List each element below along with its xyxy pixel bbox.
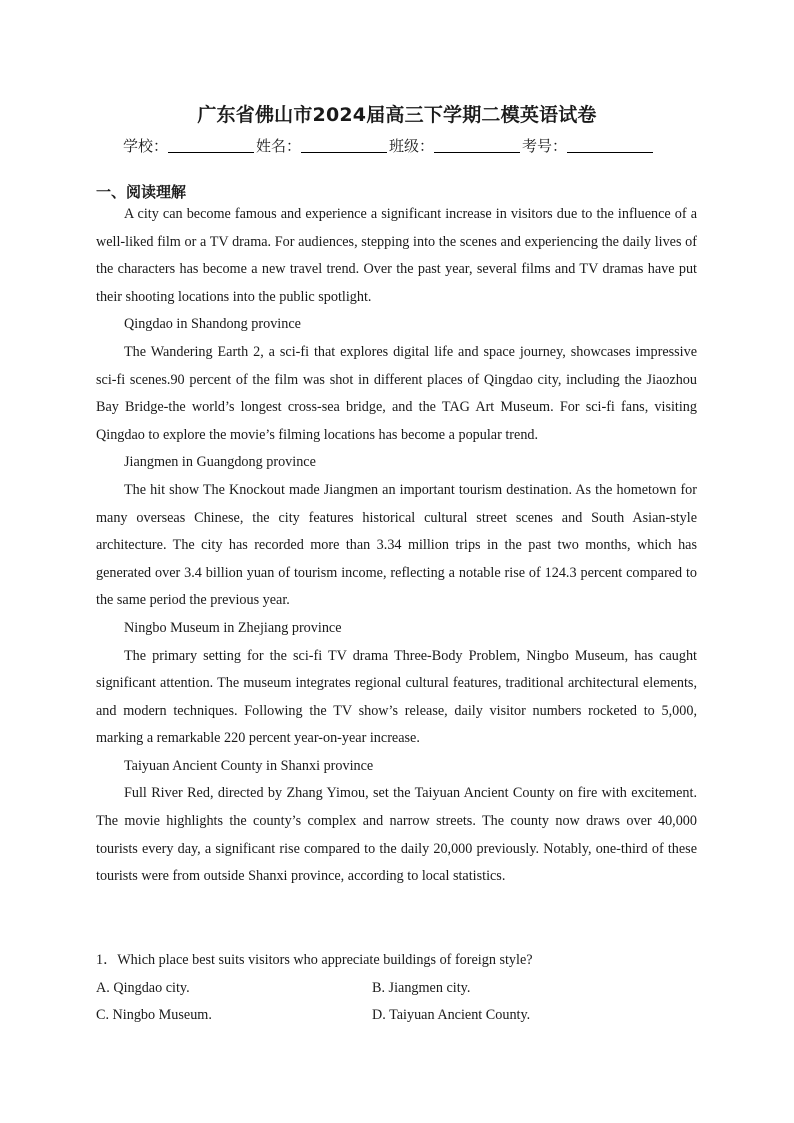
number-blank[interactable] bbox=[567, 138, 653, 153]
number-label: 考号： bbox=[522, 137, 568, 155]
option-c[interactable]: C. Ningbo Museum. bbox=[96, 1007, 212, 1023]
place-title-taiyuan: Taiyuan Ancient County in Shanxi province bbox=[124, 757, 374, 774]
place-text-ningbo: The primary setting for the sci-fi TV drama Three-Body Problem, Ningbo Museum, has caught significant attention. The museum integrates regional cultural features, traditional architectural elements, and modern techniques. Following the TV show’s release, daily visitor numbers rocketed to 5,000, marking a remarkable 220 percent year-on-year increase. bbox=[96, 647, 697, 747]
option-b[interactable]: B. Jiangmen city. bbox=[372, 980, 471, 996]
reading-passage bbox=[96, 201, 697, 891]
place-text-taiyuan: Full River Red, directed by Zhang Yimou, set the Taiyuan Ancient County on fire with excitement. The movie highlights the county’s complex and narrow streets. The county now draws over 40,000 tourists every day, a significant rise compared to the daily 20,000 previously. Notably, one-third of these tourists were from outside Shanxi province, according to local statistics. bbox=[96, 785, 697, 885]
passage-intro: A city can become famous and experience a significant increase in visitors due to the influence of a well-liked film or a TV drama. For audiences, stepping into the scenes and experiencing the daily lives of the characters has become a new travel trend. Over the past year, several films and TV dramas have put their shooting locations into the public spotlight. bbox=[96, 206, 697, 305]
options-row-2 bbox=[96, 1007, 697, 1034]
place-text-qingdao: The Wandering Earth 2, a sci-fi that explores digital life and space journey, showcases impressive sci-fi scenes.90 percent of the film was shot in different places of Qingdao city, including the Jiaozhou Bay Bridge-the world’s longest cross-sea bridge, and the TAG Art Museum. For sci-fi fans, visiting Qingdao to explore the movie’s filming locations has become a popular trend. bbox=[96, 343, 697, 443]
class-blank[interactable] bbox=[434, 138, 520, 153]
section-heading: 一、阅读理解 bbox=[96, 183, 187, 201]
place-text-jiangmen: The hit show The Knockout made Jiangmen an important tourism destination. As the hometown for many overseas Chinese, the city features historical cultural street scenes and South Asian-style architecture. The city has recorded more than 3.34 million trips in the past two months, which has generated over 3.4 billion yuan of tourism income, reflecting a notable rise of 124.3 percent compared to the same period the previous year. bbox=[96, 481, 697, 609]
class-label: 班级： bbox=[389, 137, 435, 155]
answer-options bbox=[96, 980, 697, 1034]
student-info-line bbox=[123, 135, 683, 156]
place-title-jiangmen: Jiangmen in Guangdong province bbox=[124, 454, 316, 471]
place-title-qingdao: Qingdao in Shandong province bbox=[124, 316, 301, 333]
name-blank[interactable] bbox=[301, 138, 387, 153]
option-a[interactable]: A. Qingdao city. bbox=[96, 980, 190, 996]
page-title: 广东省佛山市2024届高三下学期二模英语试卷 bbox=[197, 104, 597, 126]
place-title-ningbo: Ningbo Museum in Zhejiang province bbox=[124, 619, 342, 636]
name-label: 姓名： bbox=[256, 137, 302, 155]
question-stem: 1．Which place best suits visitors who appreciate buildings of foreign style? bbox=[96, 952, 533, 968]
options-row-1 bbox=[96, 980, 697, 1007]
school-label: 学校： bbox=[123, 137, 169, 155]
school-blank[interactable] bbox=[168, 138, 254, 153]
option-d[interactable]: D. Taiyuan Ancient County. bbox=[372, 1007, 531, 1023]
